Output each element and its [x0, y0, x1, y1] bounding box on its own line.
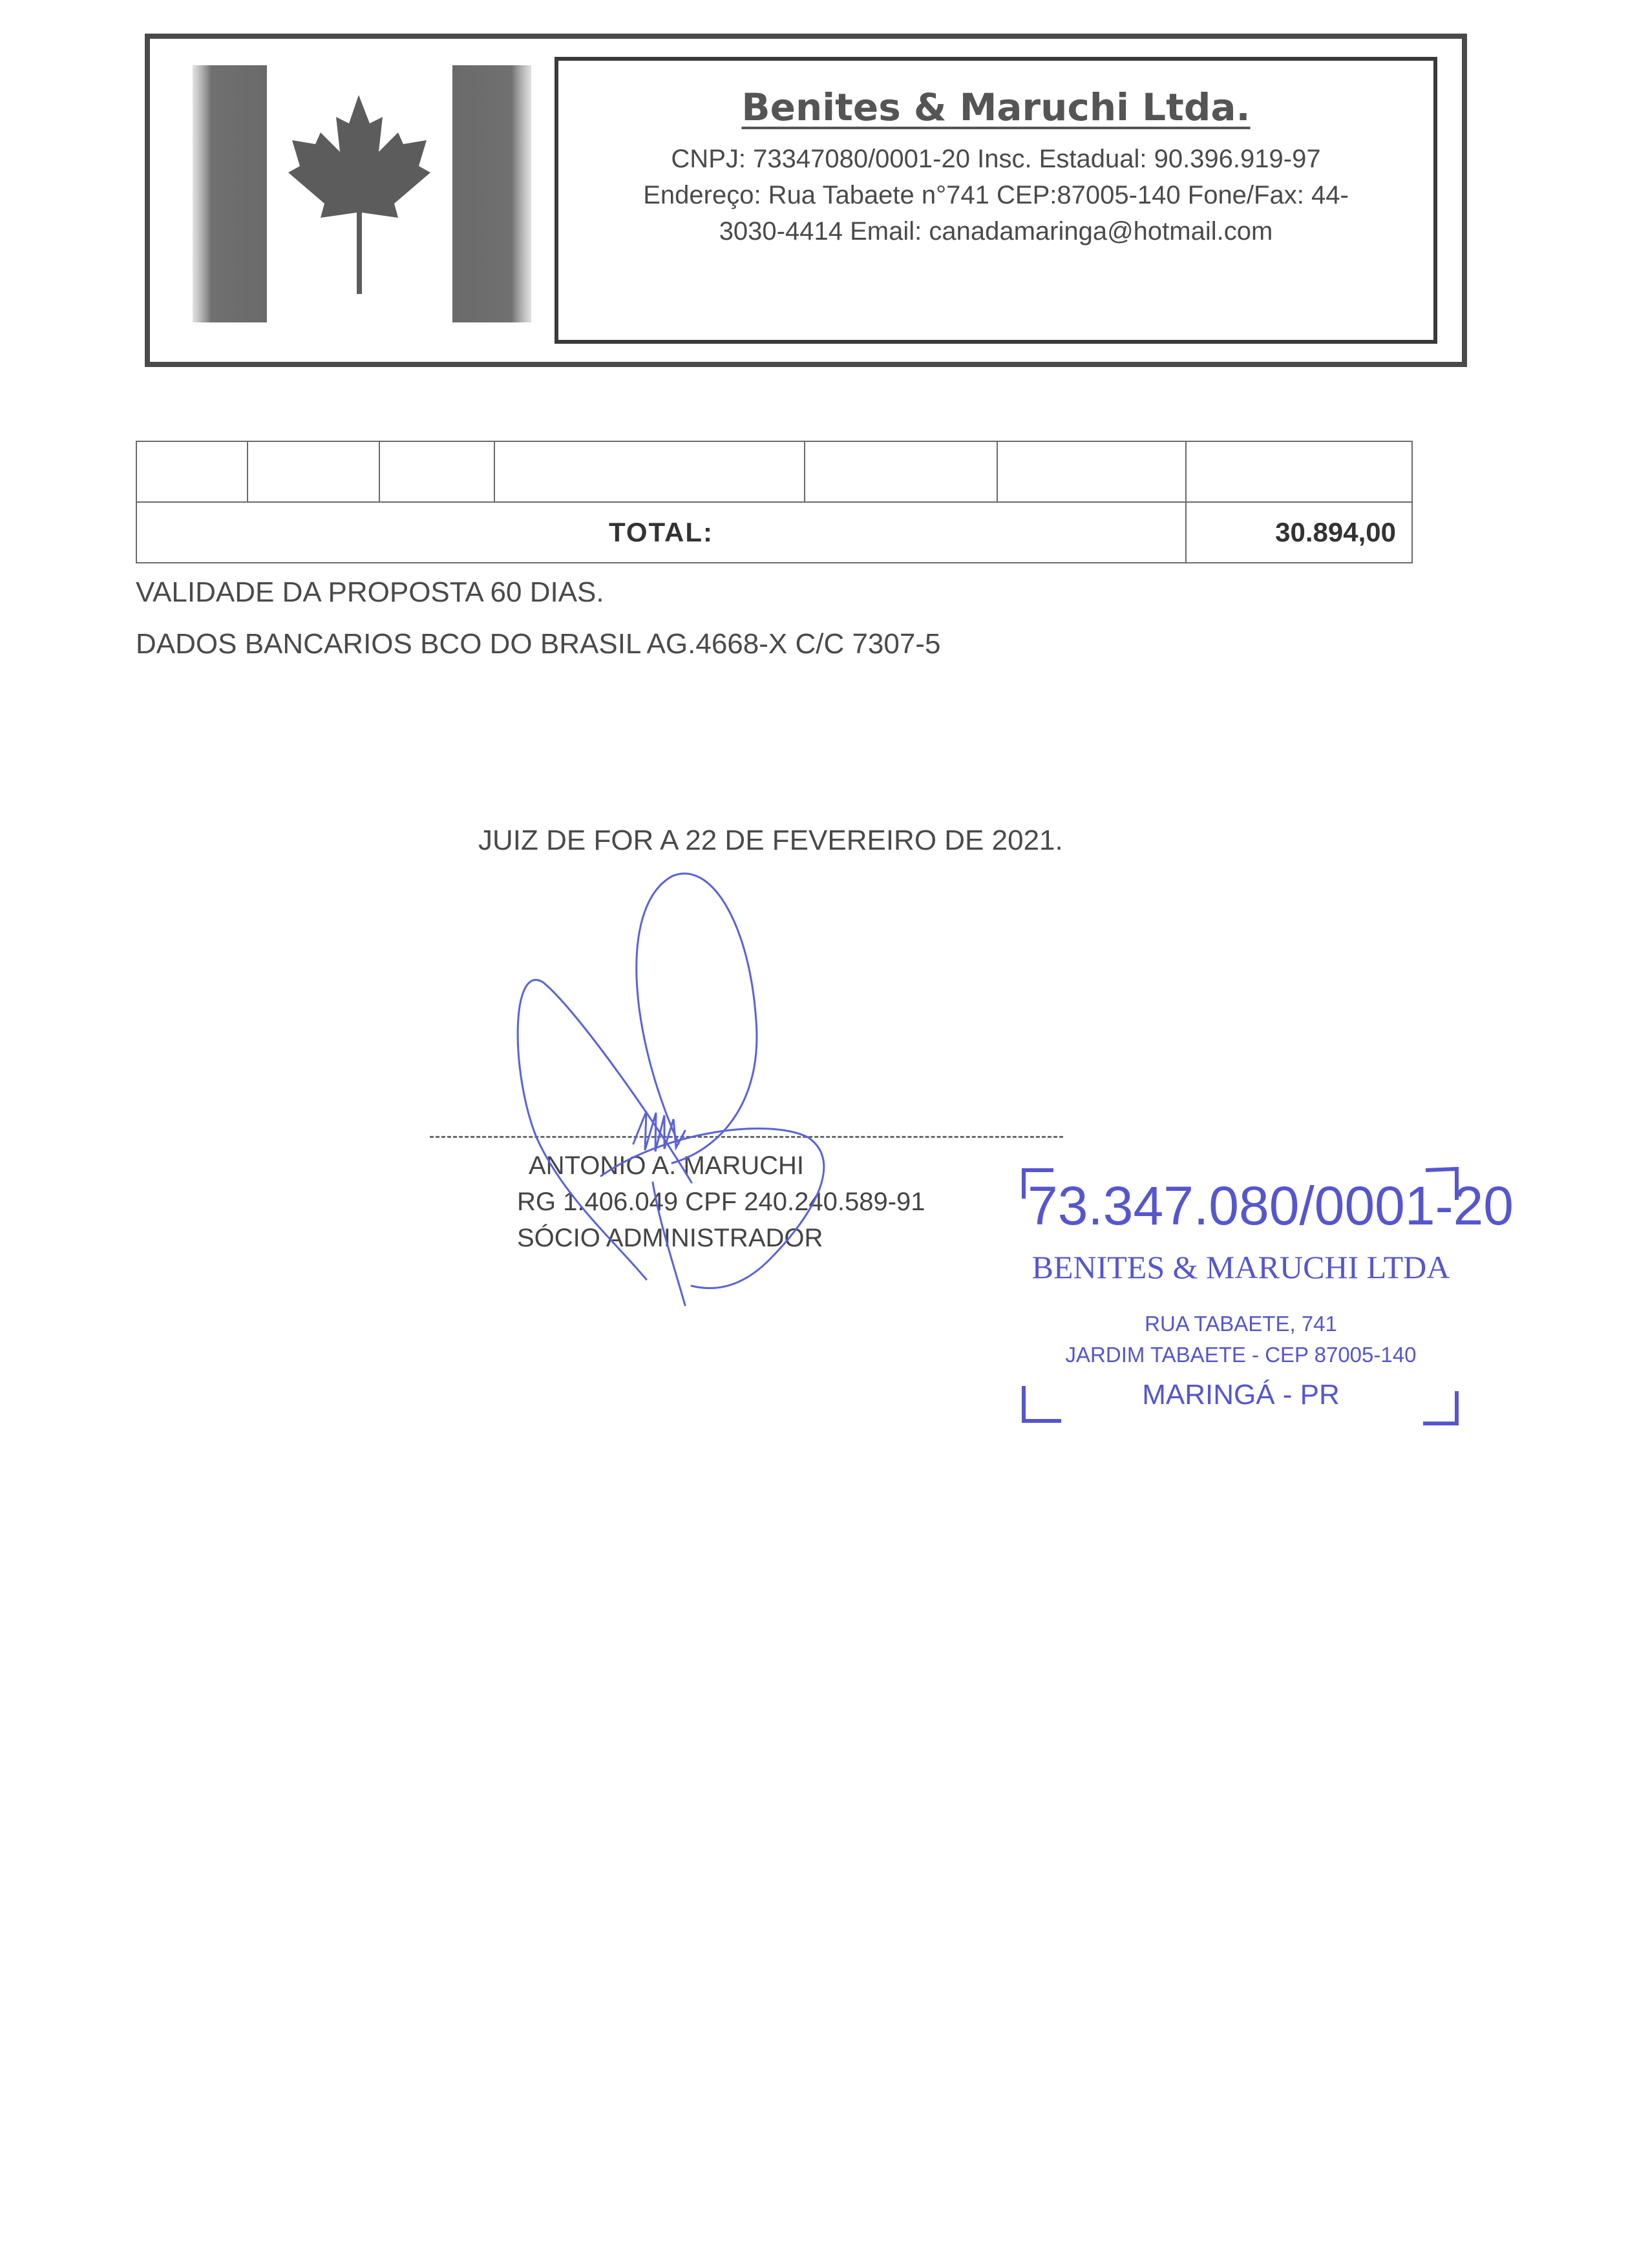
- table-cell: [1186, 441, 1412, 502]
- company-address: Endereço: Rua Tabaete n°741 CEP:87005-140 Fone/Fax: 44-: [643, 181, 1349, 209]
- maple-leaf-icon: [187, 61, 536, 326]
- bank-details-note: DADOS BANCARIOS BCO DO BRASIL AG.4668-X C/C 7307-5: [136, 628, 941, 660]
- total-label: TOTAL:: [136, 502, 1186, 563]
- handwritten-signature: [498, 859, 847, 1325]
- stamp-street: RUA TABAETE, 741: [1145, 1312, 1337, 1336]
- table-cell: [379, 441, 494, 502]
- stamp-district: JARDIM TABAETE - CEP 87005-140: [1065, 1343, 1417, 1367]
- company-contact: 3030-4414 Email: canadamaringa@hotmail.com: [719, 217, 1273, 246]
- company-name: Benites & Maruchi Ltda.: [741, 85, 1251, 129]
- total-row: [136, 502, 1412, 563]
- total-value: 30.894,00: [1186, 502, 1412, 563]
- place-date: JUIZ DE FOR A 22 DE FEVEREIRO DE 2021.: [478, 824, 1063, 856]
- stamp-city: MARINGÁ - PR: [1142, 1379, 1340, 1411]
- signer-name: ANTONIO A. MARUCHI: [529, 1151, 804, 1180]
- signer-ids: RG 1.406.049 CPF 240.240.589-91: [517, 1188, 925, 1216]
- table-cell: [805, 441, 997, 502]
- table-cell: [136, 441, 248, 502]
- stamp-cnpj: 73.347.080/0001-20: [1028, 1175, 1514, 1236]
- table-cell: [248, 441, 379, 502]
- company-registration: CNPJ: 73347080/0001-20 Insc. Estadual: 90.396.919-97: [671, 145, 1321, 173]
- validity-note: VALIDADE DA PROPOSTA 60 DIAS.: [136, 576, 604, 608]
- table-cell: [494, 441, 805, 502]
- quote-table: [136, 441, 1413, 563]
- stamp-company-name: BENITES & MARUCHI LTDA: [1031, 1249, 1450, 1285]
- signer-role: SÓCIO ADMINISTRADOR: [517, 1224, 823, 1252]
- table-cell: [997, 441, 1186, 502]
- table-row: [136, 441, 1412, 502]
